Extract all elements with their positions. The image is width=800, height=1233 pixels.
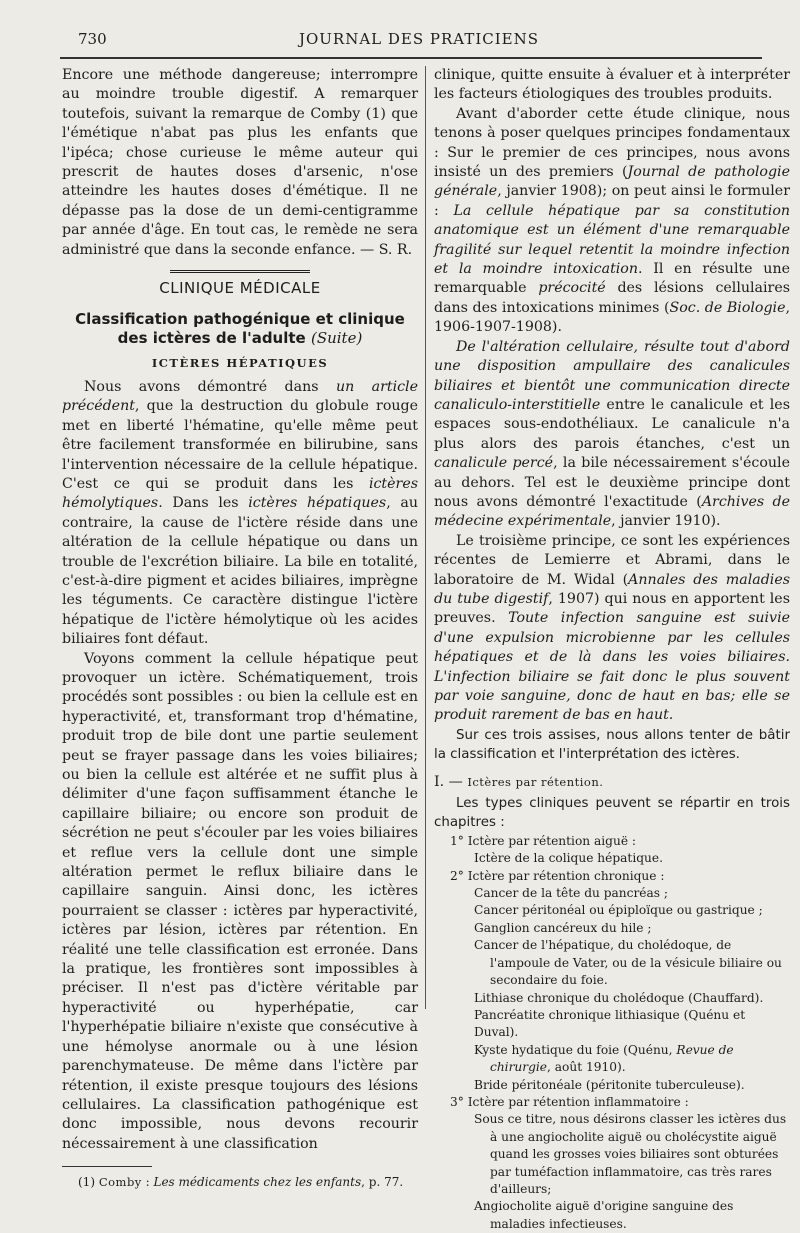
heading-retention [434,773,790,792]
text: , p. 77. [361,1175,404,1190]
italic-text: Soc. de Biologie [669,299,786,316]
list-item: Ganglion cancéreux du hile ; [474,920,652,935]
italic-text: Archives de médecine expérimentale [434,493,790,530]
footnote-work: Les médicaments chez les enfants [153,1175,362,1190]
right-column [434,66,790,1233]
section-separator [170,270,310,273]
list-item: Ictère de la colique hépatique. [474,851,663,866]
article-title-text: Classification pathogénique et clinique des ictères de l'adulte [75,310,405,348]
header-rule [60,57,762,59]
text: , août 1910). [547,1060,626,1075]
footnote-author: Comby [98,1175,142,1190]
paragraph-principle-2 [434,338,790,532]
list-item: 3° Ictère par rétention inflammatoire : [450,1094,689,1109]
footnote-number: (1) [78,1175,99,1190]
italic-text: ictères hémolytiques [62,475,418,512]
footnote-rule [62,1166,152,1167]
section-title: CLINIQUE MÉDICALE [159,279,321,298]
italic-text: Revue de chirurgie [490,1042,734,1075]
italic-text: De l'altération cellulaire, résulte tout d'abord une disposition ampullaire des canalicules biliaires et bientôt une communication directe canaliculo-interstitielle [434,338,790,413]
list-item: Angiocholite aiguë d'origine sanguine des maladies infectieuses. [474,1199,734,1231]
heading-text: Ictères par rétention. [467,774,604,789]
paragraph-continued: clinique, quitte ensuite à évaluer et à interpréter les facteurs étiologiques des troubles produits. [434,67,790,103]
text: , janvier 1910). [611,513,721,530]
text: , au contraire, la cause de l'ictère réside dans une altération de la cellule hépatique ou dans un trouble de l'excrétion biliaire. La bile en totalité, c'est-à-dire pigment et acides biliaires, imprègne les téguments. Ce caractère distingue l'ictère hépatique de l'ictère hémolytique où les acides biliaires font défaut. [62,495,418,648]
text: . Dans les [158,495,249,512]
list-item: 1° Ictère par rétention aiguë : [450,833,637,848]
text: , la bile nécessairement s'écoule au dehors. Tel est le deuxième principe dont nous avons démontré l'exactitude ( [434,455,790,510]
italic-text: Annales des maladies du tube digestif [434,571,790,607]
list-item: Cancer de la tête du pancréas ; [474,886,669,901]
paragraph-types: Les types cliniques peuvent se répartir en trois chapitres : [434,796,790,831]
journal-title: JOURNAL DES PRATICIENS [298,30,540,48]
footnote [62,1173,418,1192]
text: Avant d'aborder cette étude clinique, nous tenons à poser quelques principes fondamentaux : Sur le premier de ces principes, nous avons insisté un des premiers ( [434,105,790,181]
text: entre le canalicule et les espaces sous-endothéliaux. Le canalicule n'a plus alors des parois étanches, c'est un [434,396,790,452]
list-item [434,1042,790,1077]
text: . Il en résulte une remarquable [434,261,790,297]
list-item: 2° Ictère par rétention chronique : [450,868,665,883]
italic-text: La cellule hépatique par sa constitution anatomique est un élément d'une remarquable fragilité sur lequel retentit la moindre infection et la moindre intoxication [434,202,791,278]
text: : [141,1175,154,1190]
page-header [78,30,760,52]
list-item: Cancer de l'hépatique, du cholédoque, de l'ampoule de Vater, ou de la vésicule biliaire ou secondaire du foie. [474,938,782,988]
italic-text: canalicule percé [434,455,554,472]
paragraph-principle-3 [434,532,790,726]
heading-number: I. — [434,773,468,790]
retention-list [434,833,790,1233]
text: , que la destruction du globule rouge met en liberté l'hématine, qu'elle même peut être facilement transformée en bilirubine, sans l'intervention nécessaire de la cellule hépatique. C'est ce qui se produit dans les [62,398,418,492]
italic-text: Toute infection sanguine est suivie d'une expulsion microbienne par les cellules hépatiques et de là dans les voies biliaires. L'infection biliaire se fait donc le plus souvent par voie sanguine, donc de haut en bas; elle se produit rarement de bas en haut. [434,610,790,724]
list-item: Cancer péritonéal ou épiploïque ou gastrique ; [474,903,763,918]
column-divider [425,66,426,1009]
paragraph-assises: Sur ces trois assises, nous allons tenter de bâtir la classification et l'interprétation des ictères. [434,727,790,763]
list-item: Lithiase chronique du cholédoque (Chauffard). [474,990,764,1005]
italic-text: ictères hépatiques [248,495,387,512]
paragraph-hepatic [62,378,418,650]
paragraph-mechanisms: Voyons comment la cellule hépatique peut provoquer un ictère. Schématiquement, trois procédés sont possibles : ou bien la cellule est en hyperactivité, et, transformant trop d'hématine, produit trop de bile dont une partie seulement peut se frayer passage dans les voies biliaires; ou bien la cellule est altérée et ne suffit plus à délimiter d'une façon suffisamment étanche le capillaire biliaire; ou encore son produit de sécrétion ne peut s'écouler par les voies biliaires et reflue vers la cellule dont une simple altération permet le reflux biliaire dans le capillaire sanguin. Ainsi donc, les ictères pourraient se classer : ictères par hyperactivité, ictères par lésion, ictères par rétention. En réalité une telle classification est erronée. Dans la pratique, les frontières sont impossibles à préciser. Il n'est pas d'ictère véritable par hyperactivité ou hyperhépatie, car l'hyperhépatie biliaire n'existe que consécutive à une hémolyse anormale ou à une lésion parenchymateuse. De même dans l'ictère par rétention, il existe presque toujours des lésions cellulaires. La classification pathogénique est donc impossible, nous devons recourir nécessairement à une classification [62,650,418,1152]
list-item: Bride péritonéale (péritonite tuberculeuse). [474,1077,745,1092]
text: Kyste hydatique du foie (Quénu, [474,1042,677,1057]
article-subtitle: ICTÈRES HÉPATIQUES [151,356,329,371]
italic-text: Journal de pathologie générale [434,164,790,200]
article-title [62,310,418,348]
italic-text: précocité [538,280,606,297]
article-suite: (Suite) [310,329,363,348]
italic-text: un article précédent [62,378,418,415]
text: Le troisième principe, ce sont les expériences récentes de Lemierre et Abrami, dans le laboratoire de M. Widal ( [434,532,790,588]
list-item: Pancréatite chronique lithiasique (Quénu et Duval). [474,1007,746,1040]
text: , janvier 1908); on peut ainsi le formuler : [434,183,790,219]
left-column [62,66,418,1193]
intro-paragraph: Encore une méthode dangereuse; interrompre au moindre trouble digestif. A remarquer toutefois, suivant la remarque de Comby (1) que l'émétique n'abat pas plus les enfants que l'ipéca; chose curieuse le même auteur qui prescrit de hautes doses d'arsenic, n'ose atteindre les hautes doses d'émétique. Il ne dépasse pas la dose de un demi-centigramme par année d'âge. En tout cas, le remède ne sera administré que dans la seconde enfance. — S. R. [62,67,418,258]
paragraph-principle-1 [434,105,790,338]
list-item: Sous ce titre, nous désirons classer les ictères dus à une angiocholite aiguë ou cholécystite aiguë quand les grosses voies biliaires sont obturées par tuméfaction inflammatoire, cas très rares d'ailleurs; [474,1112,787,1196]
text: , 1906-1907-1908). [434,299,790,336]
page-number: 730 [78,30,107,48]
text: Nous avons démontré dans [84,378,336,395]
text: , 1907) qui nous en apportent les preuves. [434,590,790,627]
text: des lésions cellulaires dans des intoxications minimes ( [434,280,791,316]
